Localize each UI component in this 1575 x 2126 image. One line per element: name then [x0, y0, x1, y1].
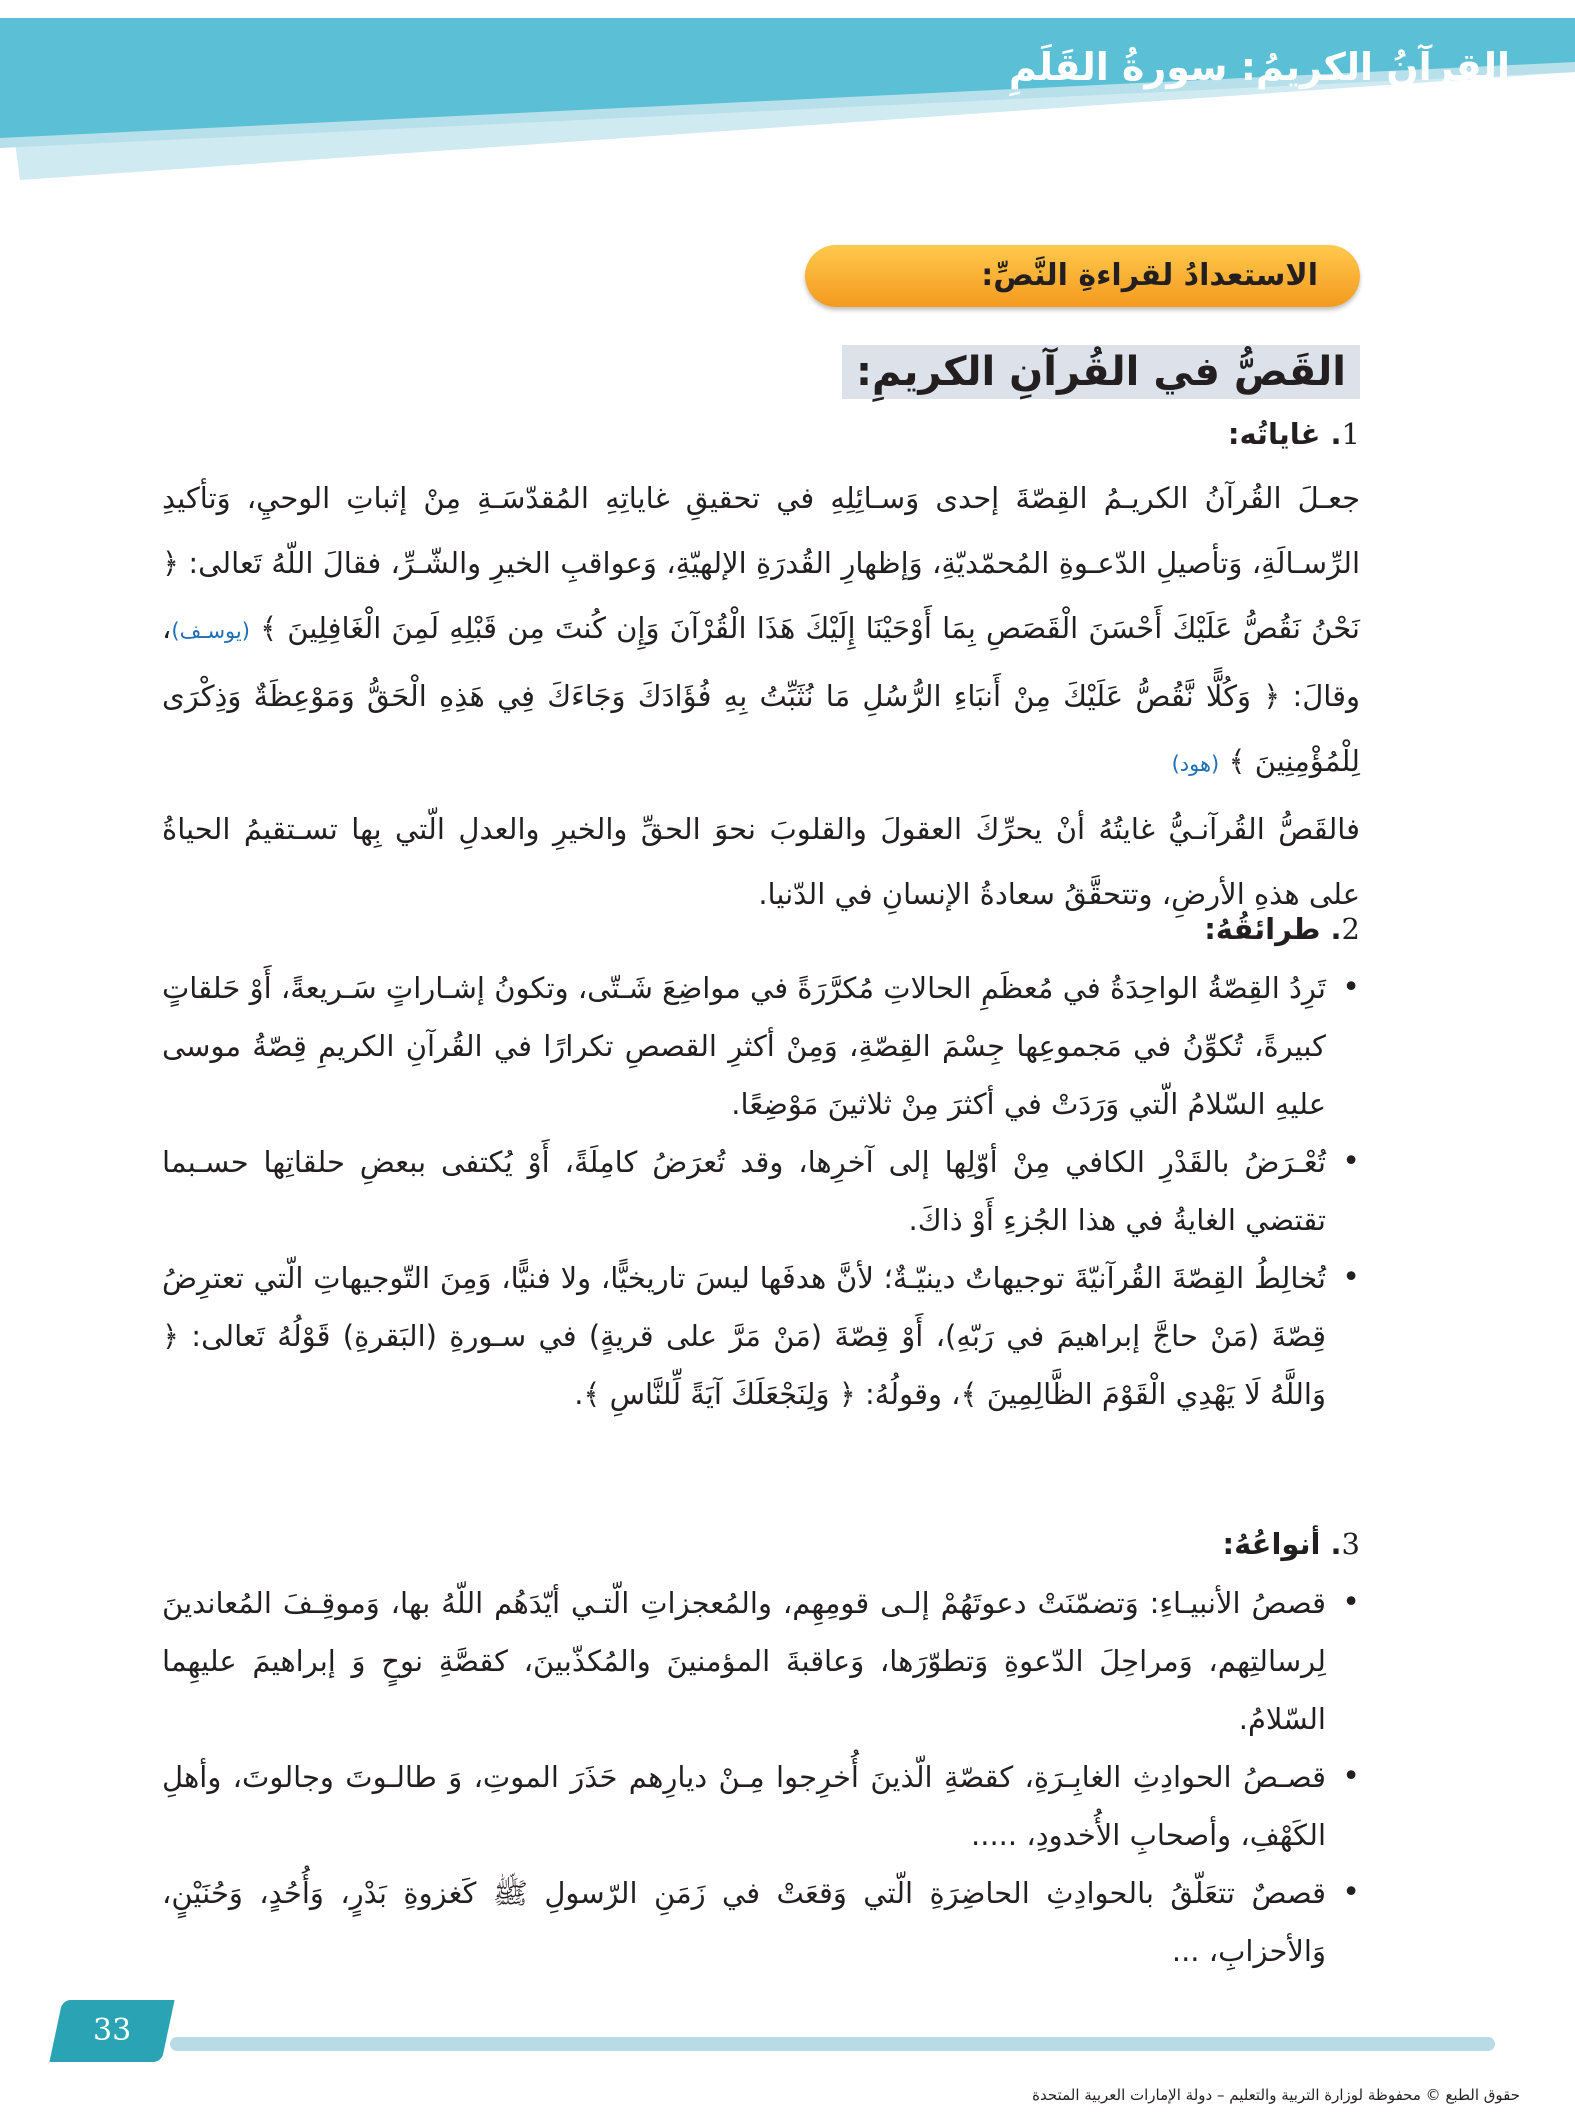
- footer-bar: [170, 2037, 1495, 2051]
- section-3-heading: 3. أنواعُهُ:: [1222, 1527, 1360, 1561]
- reference-hud: (هود): [1171, 752, 1220, 776]
- page-number: 33: [49, 2000, 174, 2062]
- list-item: • قصـصُ الحوادِثِ الغابِـرَةِ، كقصّةِ الّذينَ أُخرِجوا مِـنْ ديارِهم حَذَرَ الموتِ، وَ طالـوتَ وجالوتَ، وأهلِ الكَهْفِ، وأصحابِ الأُخدودِ، .....: [162, 1748, 1360, 1864]
- list-item: • تُعْـرَضُ بالقَدْرِ الكافي مِنْ أوّلِها إلى آخرِها، وقد تُعرَضُ كامِلَةً، أَوْ يُكتفى ببعضِ حلقاتِها حسـبما تقتضي الغايةُ في هذا الجُزءِ أَوْ ذاكَ.: [162, 1133, 1360, 1249]
- main-title: القَصُّ في القُرآنِ الكريمِ:: [842, 345, 1360, 399]
- list-item: • تُخالِطُ القِصّةَ القُرآنيّةَ توجيهاتٌ دينيّـةٌ؛ لأنَّ هدفَها ليسَ تاريخيًّا، ولا فنيًّا، وَمِنَ التّوجيهاتِ الّتي تعترِضُ قِصّةَ (مَنْ حاجَّ إبراهيمَ في رَبّهِ)، أَوْ قِصّةَ (مَنْ مَرَّ على قريةٍ) في سـورةِ (البَقرةِ) قَوْلُهُ تَعالى: ﴿ وَاللَّهُ لَا يَهْدِي الْقَوْمَ الظَّالِمِينَ ﴾، وقولُهُ: ﴿ وَلِنَجْعَلَكَ آيَةً لِّلنَّاسِ ﴾.: [162, 1249, 1360, 1423]
- header-banner: [0, 0, 1575, 200]
- section-3: [162, 1520, 1360, 1980]
- verse-hud: ﴿ وَكُلًّا نَّقُصُّ عَلَيْكَ مِنْ أَنبَاءِ الرُّسُلِ مَا نُثَبِّتُ بِهِ فُؤَادَكَ وَجَاءَكَ فِي هَذِهِ الْحَقُّ وَمَوْعِظَةٌ وَذِكْرَى لِلْمُؤْمِنِينَ ﴾: [162, 679, 1360, 778]
- section-1-heading: 1. غاياتُه:: [1227, 417, 1360, 451]
- list-item: • تَرِدُ القِصّةُ الواحِدَةُ في مُعظَمِ الحالاتِ مُكرَّرَةً في مواضِعَ شَـتّى، وتكونُ إشـاراتٍ سَـريعةً، أَوْ حَلقاتٍ كبيرةً، تُكوِّنُ في مَجموعِها جِسْمَ القِصّةِ، وَمِنْ أكثرِ القصصِ تكرارًا في القُرآنِ الكريمِ قِصّةُ موسى عليهِ السّلامُ الّتي وَرَدَتْ في أكثرَ مِنْ ثلاثينَ مَوْضِعًا.: [162, 959, 1360, 1133]
- copyright-notice: حقوق الطبع © محفوظة لوزارة التربية والتعليم – دولة الإمارات العربية المتحدة: [1032, 2086, 1520, 2104]
- list-item: • قصصٌ تتعَلّقُ بالحوادِثِ الحاضِرَةِ الّتي وَقعَتْ في زَمَنِ الرّسولِ ﷺ كَغزوةِ بَدْرٍ، وَأُحُدٍ، وَحُنَيْنٍ، وَالأحزابِ، ...: [162, 1864, 1360, 1980]
- list-item: • قصصُ الأنبيـاءِ: وَتضمّنَتْ دعوتَهُمْ إلـى قومِهِم، والمُعجزاتِ الّتـي أيّدَهُم اللّهُ بها، وَموقِـفَ المُعاندينَ لِرسالتِهم، وَمراحِلَ الدّعوةِ وَتطوّرَها، وَعاقبةَ المؤمنينَ والمُكذّبينَ، كقصَّةِ نوحٍ وَ إبراهيمَ عليهِما السّلامُ.: [162, 1574, 1360, 1748]
- section-2-list: [162, 959, 1360, 1423]
- section-3-list: [162, 1574, 1360, 1980]
- section-1-paragraph: جعـلَ القُرآنُ الكريـمُ القِصّةَ إحدى وَسـائِلِهِ في تحقيقِ غاياتِهِ المُقدّسَـةِ مِنْ إثباتِ الوحيِ، وَتأكيدِ الرِّسـالَةِ، وَتأصيلِ الدّعـوةِ المُحمّديّةِ، وَإظهارِ القُدرَةِ الإلهيّةِ، وَعواقبِ الخيرِ والشّـرِّ، فقالَ اللّهُ تَعالى: ﴿ نَحْنُ نَقُصُّ عَلَيْكَ أَحْسَنَ الْقَصَصِ بِمَا أَوْحَيْنَا إِلَيْكَ هَذَا الْقُرْآنَ وَإِن كُنتَ مِن قَبْلِهِ لَمِنَ الْغَافِلِينَ ﴾ (يوسـف)، وقالَ: ﴿ وَكُلًّا نَّقُصُّ عَلَيْكَ مِنْ أَنبَاءِ الرُّسُلِ مَا نُثَبِّتُ بِهِ فُؤَادَكَ وَجَاءَكَ فِي هَذِهِ الْحَقُّ وَمَوْعِظَةٌ وَذِكْرَى لِلْمُؤْمِنِينَ ﴾ (هود): [162, 481, 1360, 778]
- reference-yusuf: (يوسـف): [171, 619, 250, 643]
- section-label: الاستعدادُ لقراءةِ النَّصِّ:: [805, 245, 1360, 307]
- section-2: [162, 905, 1360, 1423]
- verse-yusuf: ﴿ نَحْنُ نَقُصُّ عَلَيْكَ أَحْسَنَ الْقَصَصِ بِمَا أَوْحَيْنَا إِلَيْكَ هَذَا الْقُرْآنَ وَإِن كُنتَ مِن قَبْلِهِ لَمِنَ الْغَافِلِينَ ﴾: [162, 546, 1360, 645]
- section-2-heading: 2. طرائقُهُ:: [1204, 912, 1360, 946]
- header-title: القرآنُ الكريمُ: سورةُ القَلَمِ: [1008, 45, 1510, 89]
- section-1-conclusion: فالقَصُّ القُرآنـيُّ غايتُهُ أنْ يحرِّكَ العقولَ والقلوبَ نحوَ الحقِّ والخيرِ والعدلِ الّتي بِها تسـتقيمُ الحياةُ على هذهِ الأرضِ، وتتحقَّقُ سعادةُ الإنسانِ في الدّنيا.: [162, 812, 1360, 911]
- section-1: [162, 410, 1360, 927]
